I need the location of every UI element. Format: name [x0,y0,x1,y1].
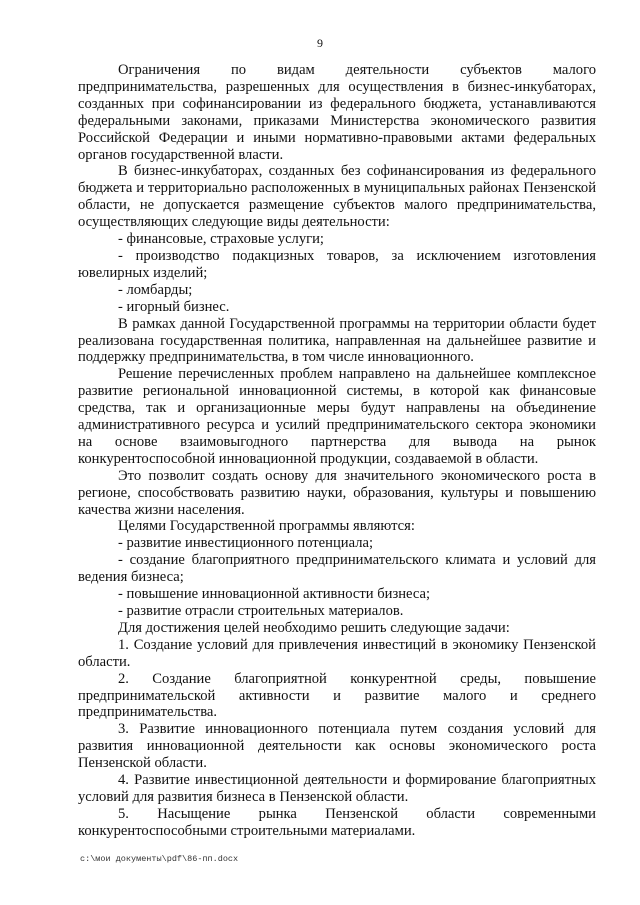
paragraph-tasks-heading: Для достижения целей необходимо решить следующие задачи: [118,619,510,636]
list-item-goal-innovation: - повышение инновационной активности бизнеса; [118,586,431,603]
footer-file-path: c:\мои документы\pdf\86-пп.docx [80,854,239,864]
document-body [78,62,596,840]
paragraph-activity-restrictions: Ограничения по видам деятельности субъектов малого предпринимательства, разрешенных для осуществления в бизнес-инкубаторах, созданных при софинансировании из федерального бюджета, устанавливаются федеральными законами, приказами Министерства экономического развития Российской Федерации и иными нормативно-правовыми актами федеральных органов государственной власти. [78,62,596,163]
paragraph-goals-heading: Целями Государственной программы являются: [118,518,415,535]
task-item-1: 1. Создание условий для привлечения инвестиций в экономику Пензенской области. [78,636,596,670]
paragraph-problem-solution: Решение перечисленных проблем направлено на дальнейшее комплексное развитие региональной инновационной системы, в которой как финансовые средства, так и организационные меры будут направлены на объединение административного ресурса и усилий предпринимательского сектора экономики на основе взаимовыгодного партнерства для вывода на рынок конкурентоспособной инновационной продукции, создаваемой в области. [78,366,596,467]
list-item-gambling: - игорный бизнес. [118,298,230,315]
paragraph-incubators-without-cofinancing: В бизнес-инкубаторах, созданных без софинансирования из федерального бюджета и территориально расположенных в муниципальных районах Пензенской области, не допускается размещение субъектов малого предпринимательства, осуществляющих следующие виды деятельности: [78,163,596,231]
paragraph-state-policy: В рамках данной Государственной программы на территории области будет реализована государственная политика, направленная на дальнейшее развитие и поддержку предпринимательства, в том числе инновационного. [78,315,596,366]
list-item-goal-climate: - создание благоприятного предпринимательского климата и условий для ведения бизнеса; [78,552,596,586]
paragraph-economic-growth: Это позволит создать основу для значительного экономического роста в регионе, способствовать развитию науки, образования, культуры и повышению качества жизни населения. [78,467,596,518]
task-item-3: 3. Развитие инновационного потенциала путем создания условий для развития инновационной деятельности как основы экономического роста Пензенской области. [78,721,596,772]
task-item-2: 2. Создание благоприятной конкурентной среды, повышение предпринимательской активности и развитие малого и среднего предпринимательства. [78,670,596,721]
page-number: 9 [317,36,323,50]
list-item-pawnshops: - ломбарды; [118,281,193,298]
task-item-5: 5. Насыщение рынка Пензенской области современными конкурентоспособными строительными материалами. [78,805,596,839]
list-item-goal-materials: - развитие отрасли строительных материалов. [118,603,404,619]
list-item-goal-investment: - развитие инвестиционного потенциала; [118,535,374,552]
task-item-4: 4. Развитие инвестиционной деятельности и формирование благоприятных условий для развития бизнеса в Пензенской области. [78,772,596,805]
list-item-financial-services: - финансовые, страховые услуги; [118,231,324,248]
list-item-excise-goods: - производство подакцизных товаров, за исключением изготовления ювелирных изделий; [78,247,596,281]
